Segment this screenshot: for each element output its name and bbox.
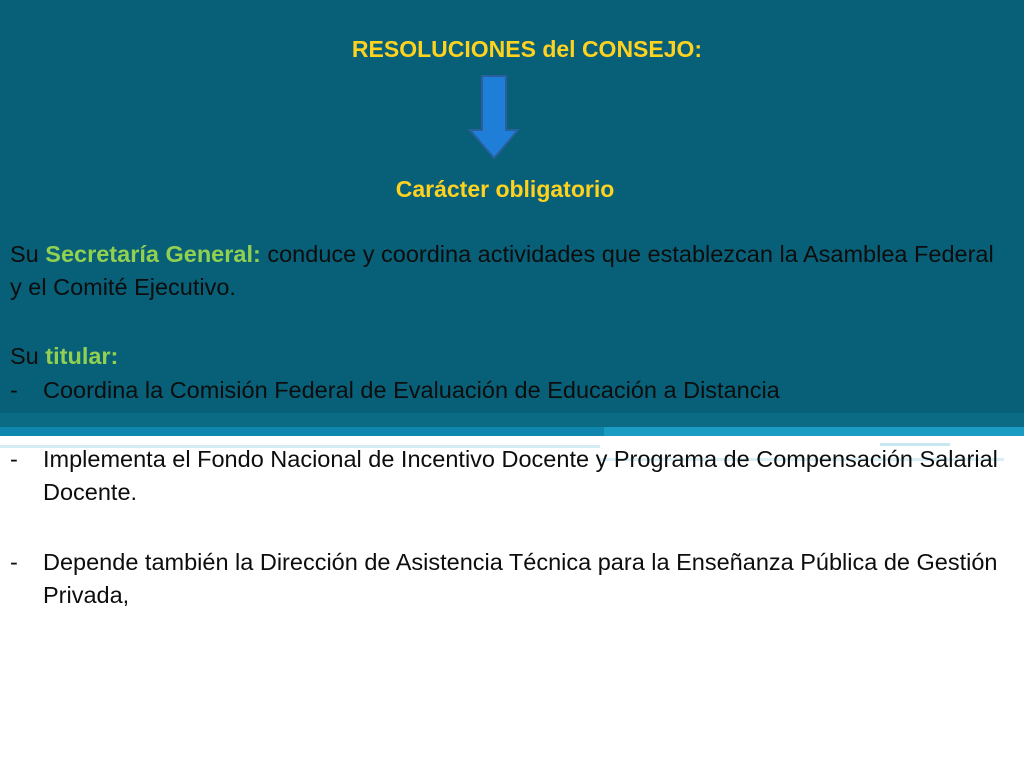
titular-paragraph: [10, 340, 1010, 373]
bullet-marker: -: [10, 549, 18, 575]
paragraph-prefix: Su: [10, 343, 46, 369]
secretaria-paragraph: [10, 238, 1010, 304]
bullet-list: [10, 546, 1010, 612]
slide-subtitle: Carácter obligatorio: [395, 176, 615, 202]
highlight-titular: titular:: [45, 343, 119, 369]
slide-title: RESOLUCIONES del CONSEJO:: [351, 36, 703, 62]
accent-bar: [604, 427, 1024, 436]
header-band-stripe: [0, 413, 1024, 427]
bullet-list: [10, 374, 1010, 407]
bullet-list: [10, 443, 1010, 509]
bullet-marker: -: [10, 377, 18, 403]
down-arrow-icon: [468, 74, 520, 160]
bullet-text: Coordina la Comisión Federal de Evaluación de Educación a Distancia: [43, 377, 780, 403]
list-item: [10, 443, 1010, 509]
bullet-text: Depende también la Dirección de Asistencia Técnica para la Enseñanza Pública de Gestión Privada,: [43, 549, 998, 608]
list-item: [10, 374, 1010, 407]
highlight-secretaria-general: Secretaría General:: [45, 241, 261, 267]
accent-bar: [0, 427, 604, 436]
paragraph-prefix: Su: [10, 241, 46, 267]
list-item: [10, 546, 1010, 612]
paragraph-text: conduce y coordina actividades que establezcan la Asamblea Federal y el Comité Ejecutivo.: [10, 241, 994, 300]
bullet-marker: -: [10, 446, 18, 472]
bullet-text: Implementa el Fondo Nacional de Incentivo Docente y Programa de Compensación Salarial Docente.: [43, 446, 998, 505]
